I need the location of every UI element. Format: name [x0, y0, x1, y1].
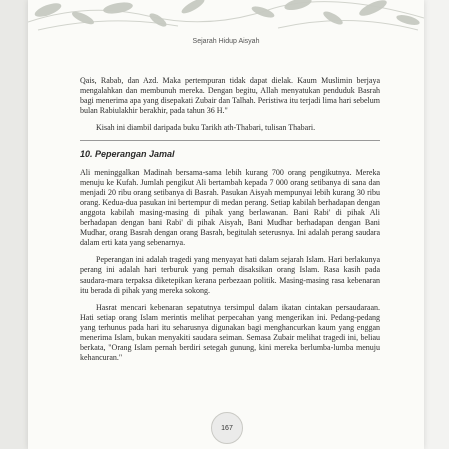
section-divider [80, 140, 380, 141]
leaf-ornament [28, 0, 424, 60]
running-head: Sejarah Hidup Aisyah [192, 38, 260, 45]
book-gutter [0, 0, 28, 449]
section-heading: 10. Peperangan Jamal [80, 149, 175, 160]
book-page [28, 0, 424, 449]
page-number: 167 [221, 424, 233, 432]
paragraph: Qais, Rabab, dan Azd. Maka pertempuran tidak dapat dielak. Kaum Muslimin berjaya mengalahkan dan membunuh mereka. Dengan begitu, Allah menyatukan penduduk Basrah bagi menerima apa yang disepakati Zubair dan Talhah. Peristiwa itu terjadi lima hari sebelum bulan Rabiulakhir berakhir, pada tahun 36 H." [80, 76, 380, 116]
page-content [80, 76, 380, 370]
paragraph: Peperangan ini adalah tragedi yang menyayat hati dalam sejarah Islam. Hari berlakunya perang ini adalah hari terburuk yang pernah disaksikan orang Islam. Rasa kasih pada saudara-mara terpaksa diketepikan kerana perbezaan politik. Masing-masing rasa kebenaran itu berada di pihak yang mereka sokong. [80, 255, 380, 295]
paragraph: Kisah ini diambil daripada buku Tarikh ath-Thabari, tulisan Thabari. [96, 123, 316, 133]
paragraph: Hasrat mencari kebenaran sepatutnya tersimpul dalam ikatan cintakan persaudaraan. Hati setiap orang Islam merintis melihat perpecahan yang mengerikan ini. Pedang-pedang yang terhunus pada hari itu seharusnya digunakan bagi menghancurkan kaum yang enggan menerima Islam, bukan menyakiti saudara seiman. Semasa Zubair melihat tragedi ini, beliau berkata, "Orang Islam pernah berdiri setegah gunung, kini mereka berlumba-lumba menuju kehancuran." [80, 302, 380, 363]
page-number-badge [211, 412, 243, 444]
paragraph: Ali meninggalkan Madinah bersama-sama lebih kurang 700 orang pengikutnya. Mereka menuju ke Kufah. Jumlah pengikut Ali bertambah kepada 7 000 orang setibanya di sana dan menjadi 20 ribu orang setibanya di Basrah. Pasukan Aisyah mempunyai lebih kurang 30 ribu orang. Kedua-dua pasukan ini bertempur di medan perang. Setiap kabilah berhadapan dengan anggota kabilah masing-masing di pihak yang berlawanan. Bani Rabi' di pihak Ali berhadapan dengan bani Rabi' di pihak Aisyah, Bani Mudhar berhadapan dengan Bani Mudhar, orang Basrah dengan orang Basrah, begitulah seterusnya. Ini adalah perang saudara dalam erti kata yang sebenarnya. [80, 167, 380, 248]
